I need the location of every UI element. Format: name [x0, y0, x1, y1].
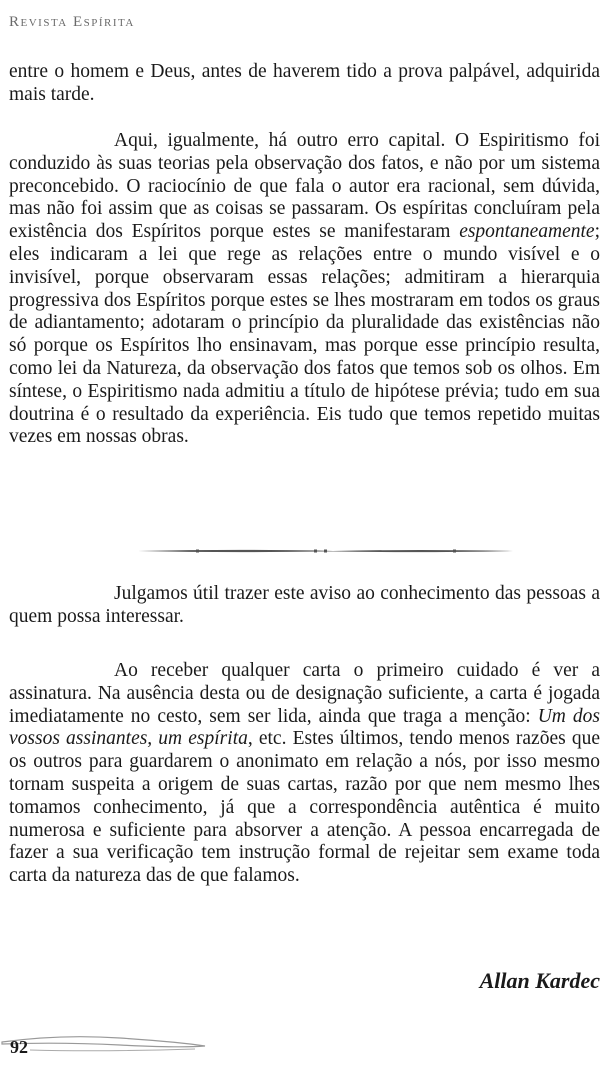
section-divider-ornament [138, 545, 513, 557]
paragraph-4-text [9, 660, 600, 888]
paragraph-4 [9, 660, 600, 888]
page-number: 92 [10, 1037, 28, 1057]
paragraph-2-part-a: Aqui, igualmente, há outro erro capital. O Espiritismo foi conduzido às suas teorias pela observação dos fatos, e não por um sistema preconcebido. O raciocínio de que fala o autor era racional, sem dúvida, mas não foi assim que as coisas se passaram. Os espíritas concluíram pela existência dos Espíritos porque estes se manifestaram [9, 130, 600, 243]
paragraph-4-italic: Um dos vossos assinantes, um espírita [9, 705, 600, 750]
paragraph-2-italic: espontaneamente [459, 221, 595, 243]
running-header: Revista Espírita [9, 14, 135, 30]
page-number-swoosh-ornament [0, 1028, 210, 1058]
paragraph-2 [9, 130, 600, 449]
paragraph-2-text [9, 130, 600, 449]
paragraph-3-text: Julgamos útil trazer este aviso ao conhecimento das pessoas a quem possa interessar. [9, 583, 600, 627]
paragraph-2-part-b: ; eles indicaram a lei que rege as relações entre o mundo visível e o invisível, porque observaram essas relações; admitiram a hierarquia progressiva dos Espíritos porque estes se lhes mostraram em todos os graus de adiantamento; adotaram o princípio da pluralidade das existências não só porque os Espíritos lho ensinavam, mas porque esse princípio resulta, como lei da Natureza, da observação dos fatos que temos sob os olhos. Em síntese, o Espiritismo nada admitiu a título de hipótese prévia; tudo em sua doutrina é o resultado da experiência. Eis tudo que temos repetido muitas vezes em nossas obras. [9, 221, 600, 448]
paragraph-3 [9, 583, 600, 629]
author-signature: Allan Kardec [479, 968, 600, 993]
paragraph-1 [9, 61, 600, 107]
paragraph-4-part-a: Ao receber qualquer carta o primeiro cuidado é ver a assinatura. Na ausência desta ou de designação suficiente, a carta é jogada imediatamente no cesto, sem ser lida, ainda que traga a menção: [9, 660, 600, 727]
paragraph-4-part-b: , etc. Estes últimos, tendo menos razões que os outros para guardarem o anonimato em relação a nós, por isso mesmo tornam suspeita a origem de suas cartas, razão por que nem mesmo lhes tomamos conhecimento, já que a correspondência autêntica é muito numerosa e suficiente para absorver a atenção. A pessoa encarregada de fazer a sua verificação tem instrução formal de rejeitar sem exame toda carta da natureza das de que falamos. [9, 728, 600, 887]
paragraph-1-text: entre o homem e Deus, antes de haverem tido a prova palpável, adquirida mais tarde. [9, 61, 600, 105]
